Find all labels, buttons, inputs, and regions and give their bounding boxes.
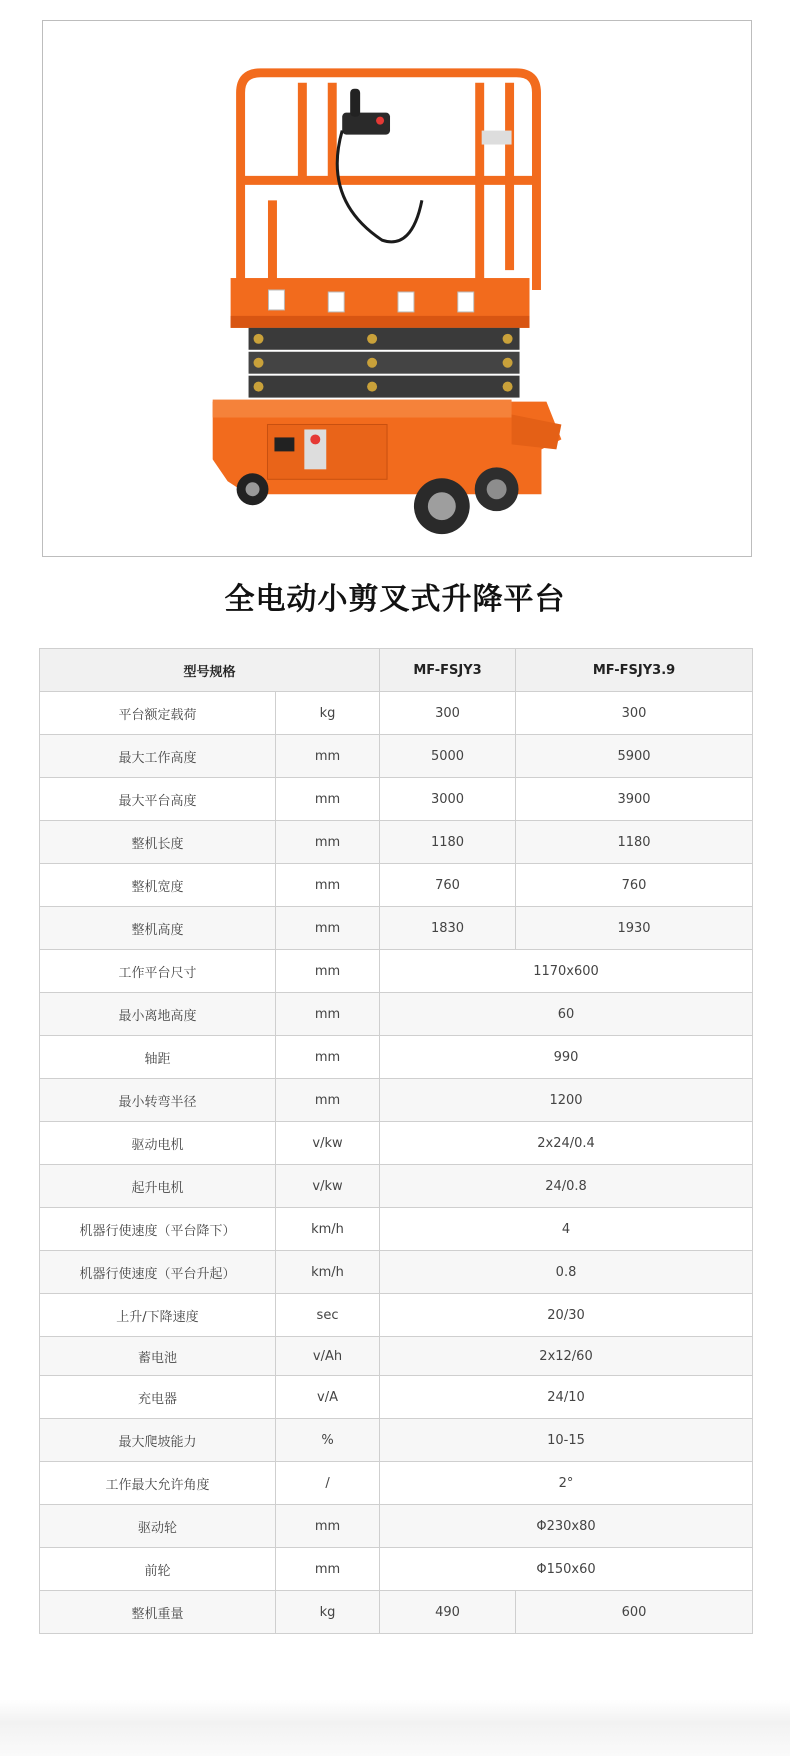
spec-name: 驱动电机: [40, 1122, 276, 1165]
spec-name: 充电器: [40, 1376, 276, 1419]
model1-header: MF-FSJY3: [380, 649, 516, 692]
spec-unit: km/h: [276, 1251, 380, 1294]
spec-name: 最小离地高度: [40, 993, 276, 1036]
spec-value-model2: 3900: [516, 778, 753, 821]
spec-value: 990: [380, 1036, 753, 1079]
table-row: [40, 692, 753, 735]
spec-value: 24/0.8: [380, 1165, 753, 1208]
spec-value-model1: 490: [380, 1591, 516, 1634]
spec-value: 60: [380, 993, 753, 1036]
spec-value-model2: 5900: [516, 735, 753, 778]
table-row: [40, 993, 753, 1036]
table-row: [40, 1337, 753, 1376]
table-row: [40, 1079, 753, 1122]
spec-name: 起升电机: [40, 1165, 276, 1208]
spec-value: 1200: [380, 1079, 753, 1122]
spec-name: 平台额定载荷: [40, 692, 276, 735]
spec-unit: %: [276, 1419, 380, 1462]
spec-name: 最大平台高度: [40, 778, 276, 821]
spec-name: 整机长度: [40, 821, 276, 864]
spec-unit: km/h: [276, 1208, 380, 1251]
spec-value: 2x24/0.4: [380, 1122, 753, 1165]
spec-unit: /: [276, 1462, 380, 1505]
spec-name: 整机高度: [40, 907, 276, 950]
table-row: [40, 1036, 753, 1079]
spec-name: 轴距: [40, 1036, 276, 1079]
table-row: [40, 1165, 753, 1208]
table-header-row: [40, 649, 753, 692]
spec-value-model2: 300: [516, 692, 753, 735]
control-box: [342, 113, 390, 135]
spec-value-model1: 300: [380, 692, 516, 735]
spec-value-model2: 600: [516, 1591, 753, 1634]
spec-unit: mm: [276, 778, 380, 821]
scissor-lift-image: [43, 21, 751, 556]
spec-name: 最大工作高度: [40, 735, 276, 778]
spec-unit: mm: [276, 735, 380, 778]
spec-unit: mm: [276, 864, 380, 907]
spec-name: 前轮: [40, 1548, 276, 1591]
spec-name: 最小转弯半径: [40, 1079, 276, 1122]
spec-name: 工作平台尺寸: [40, 950, 276, 993]
table-row: [40, 1548, 753, 1591]
page-title: 全电动小剪叉式升降平台: [224, 582, 566, 617]
table-row: [40, 1294, 753, 1337]
spec-value: 1170x600: [380, 950, 753, 993]
spec-name: 驱动轮: [40, 1505, 276, 1548]
guard-rail: [241, 73, 537, 290]
spec-unit: mm: [276, 1505, 380, 1548]
spec-value-model2: 1930: [516, 907, 753, 950]
spec-value-model1: 1830: [380, 907, 516, 950]
spec-name: 机器行使速度（平台升起）: [40, 1251, 276, 1294]
spec-name: 工作最大允许角度: [40, 1462, 276, 1505]
spec-value-model2: 1180: [516, 821, 753, 864]
spec-unit: v/kw: [276, 1122, 380, 1165]
model2-header: MF-FSJY3.9: [516, 649, 753, 692]
spec-value: 2x12/60: [380, 1337, 753, 1376]
spec-value-model1: 760: [380, 864, 516, 907]
table-row: [40, 950, 753, 993]
table-row: [40, 1208, 753, 1251]
table-row: [40, 864, 753, 907]
spec-name: 最大爬坡能力: [40, 1419, 276, 1462]
table-row: [40, 1419, 753, 1462]
product-image-frame: [42, 20, 752, 557]
spec-name: 蓄电池: [40, 1337, 276, 1376]
spec-unit: sec: [276, 1294, 380, 1337]
spec-value-model1: 5000: [380, 735, 516, 778]
bottom-shadow-divider: [0, 1700, 790, 1756]
spec-unit: kg: [276, 1591, 380, 1634]
table-row: [40, 821, 753, 864]
spec-unit: v/kw: [276, 1165, 380, 1208]
spec-value: 0.8: [380, 1251, 753, 1294]
table-row: [40, 778, 753, 821]
spec-name: 机器行使速度（平台降下）: [40, 1208, 276, 1251]
table-row: [40, 1591, 753, 1634]
spec-unit: mm: [276, 821, 380, 864]
spec-label-header: 型号规格: [40, 649, 380, 692]
spec-table: [39, 648, 753, 1634]
table-row: [40, 1462, 753, 1505]
spec-value: Φ150x60: [380, 1548, 753, 1591]
spec-unit: mm: [276, 950, 380, 993]
table-row: [40, 735, 753, 778]
spec-value-model1: 1180: [380, 821, 516, 864]
spec-value-model1: 3000: [380, 778, 516, 821]
table-row: [40, 1251, 753, 1294]
spec-unit: mm: [276, 1079, 380, 1122]
spec-unit: mm: [276, 907, 380, 950]
spec-unit: mm: [276, 993, 380, 1036]
spec-value: 2°: [380, 1462, 753, 1505]
spec-unit: v/A: [276, 1376, 380, 1419]
spec-name: 整机宽度: [40, 864, 276, 907]
spec-value-model2: 760: [516, 864, 753, 907]
spec-value: 20/30: [380, 1294, 753, 1337]
table-row: [40, 1122, 753, 1165]
spec-value: 24/10: [380, 1376, 753, 1419]
spec-unit: mm: [276, 1036, 380, 1079]
spec-unit: mm: [276, 1548, 380, 1591]
spec-name: 整机重量: [40, 1591, 276, 1634]
spec-unit: kg: [276, 692, 380, 735]
spec-unit: v/Ah: [276, 1337, 380, 1376]
table-row: [40, 907, 753, 950]
scissor-mechanism: [249, 328, 520, 398]
spec-value: Φ230x80: [380, 1505, 753, 1548]
spec-value: 4: [380, 1208, 753, 1251]
table-row: [40, 1376, 753, 1419]
table-row: [40, 1505, 753, 1548]
spec-name: 上升/下降速度: [40, 1294, 276, 1337]
spec-value: 10-15: [380, 1419, 753, 1462]
